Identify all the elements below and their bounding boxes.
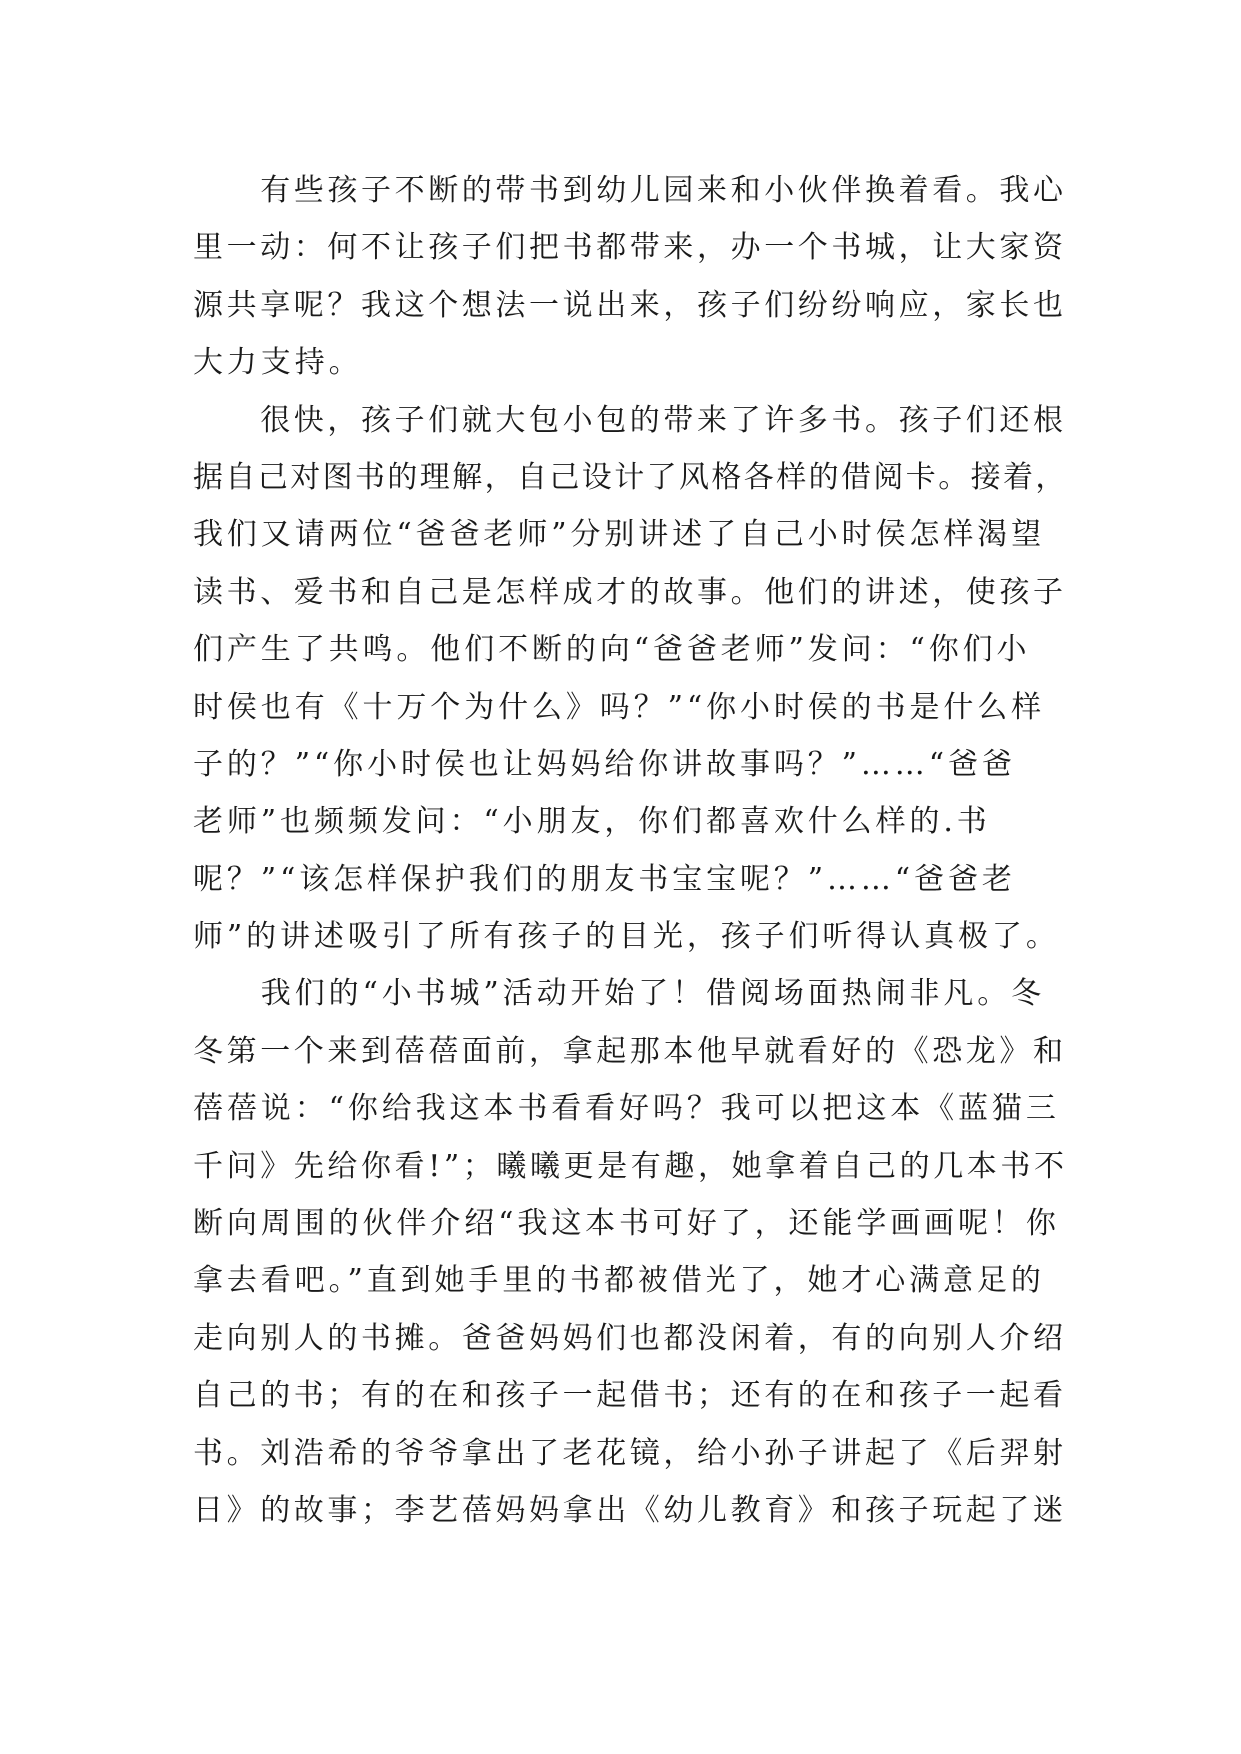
text-line: 里一动：何不让孩子们把书都带来，办一个书城，让大家资 (193, 230, 1067, 266)
text-line: 很快，孩子们就大包小包的带来了许多书。孩子们还根 (193, 402, 1067, 438)
text-line: 断向周围的伙伴介绍“我这本书可好了，还能学画画呢！你 (193, 1206, 1060, 1242)
body-text (193, 162, 1073, 1539)
text-line: 老师”也频频发问：“小朋友，你们都喜欢什么样的.书 (193, 804, 991, 840)
text-line: 据自己对图书的理解，自己设计了风格各样的借阅卡。接着， (193, 459, 1068, 495)
text-line: 呢？”“该怎样保护我们的朋友书宝宝呢？”……“爸爸老 (193, 861, 1016, 897)
text-line: 走向别人的书摊。爸爸妈妈们也都没闲着，有的向别人介绍 (193, 1320, 1067, 1356)
text-line: 千问》先给你看!”；曦曦更是有趣，她拿着自己的几本书不 (193, 1148, 1068, 1184)
text-line: 时侯也有《十万个为什么》吗？”“你小时侯的书是什么样 (193, 689, 1046, 725)
text-line: 们产生了共鸣。他们不断的向“爸爸老师”发问：“你们小 (193, 632, 1031, 668)
text-line: 冬第一个来到蓓蓓面前，拿起那本他早就看好的《恐龙》和 (193, 1033, 1067, 1069)
text-line: 子的？”“你小时侯也让妈妈给你讲故事吗？”……“爸爸 (193, 746, 1016, 782)
text-line: 书。刘浩希的爷爷拿出了老花镜，给小孙子讲起了《后羿射 (193, 1435, 1067, 1471)
text-line: 蓓蓓说：“你给我这本书看看好吗？我可以把这本《蓝猫三 (193, 1091, 1060, 1127)
text-line: 日》的故事；李艺蓓妈妈拿出《幼儿教育》和孩子玩起了迷 (193, 1492, 1067, 1528)
text-line: 师”的讲述吸引了所有孩子的目光，孩子们听得认真极了。 (193, 919, 1060, 955)
text-line: 源共享呢？我这个想法一说出来，孩子们纷纷响应，家长也 (193, 287, 1067, 323)
text-line: 大力支持。 (193, 345, 363, 381)
text-line: 我们的“小书城”活动开始了！借阅场面热闹非凡。冬 (193, 976, 1046, 1012)
text-line: 我们又请两位“爸爸老师”分别讲述了自己小时侯怎样渴望 (193, 517, 1046, 553)
text-line: 自己的书；有的在和孩子一起借书；还有的在和孩子一起看 (193, 1378, 1067, 1414)
text-line: 读书、爱书和自己是怎样成才的故事。他们的讲述，使孩子 (193, 574, 1067, 610)
text-line: 拿去看吧。”直到她手里的书都被借光了，她才心满意足的 (193, 1263, 1045, 1299)
text-line: 有些孩子不断的带书到幼儿园来和小伙伴换着看。我心 (193, 173, 1067, 208)
